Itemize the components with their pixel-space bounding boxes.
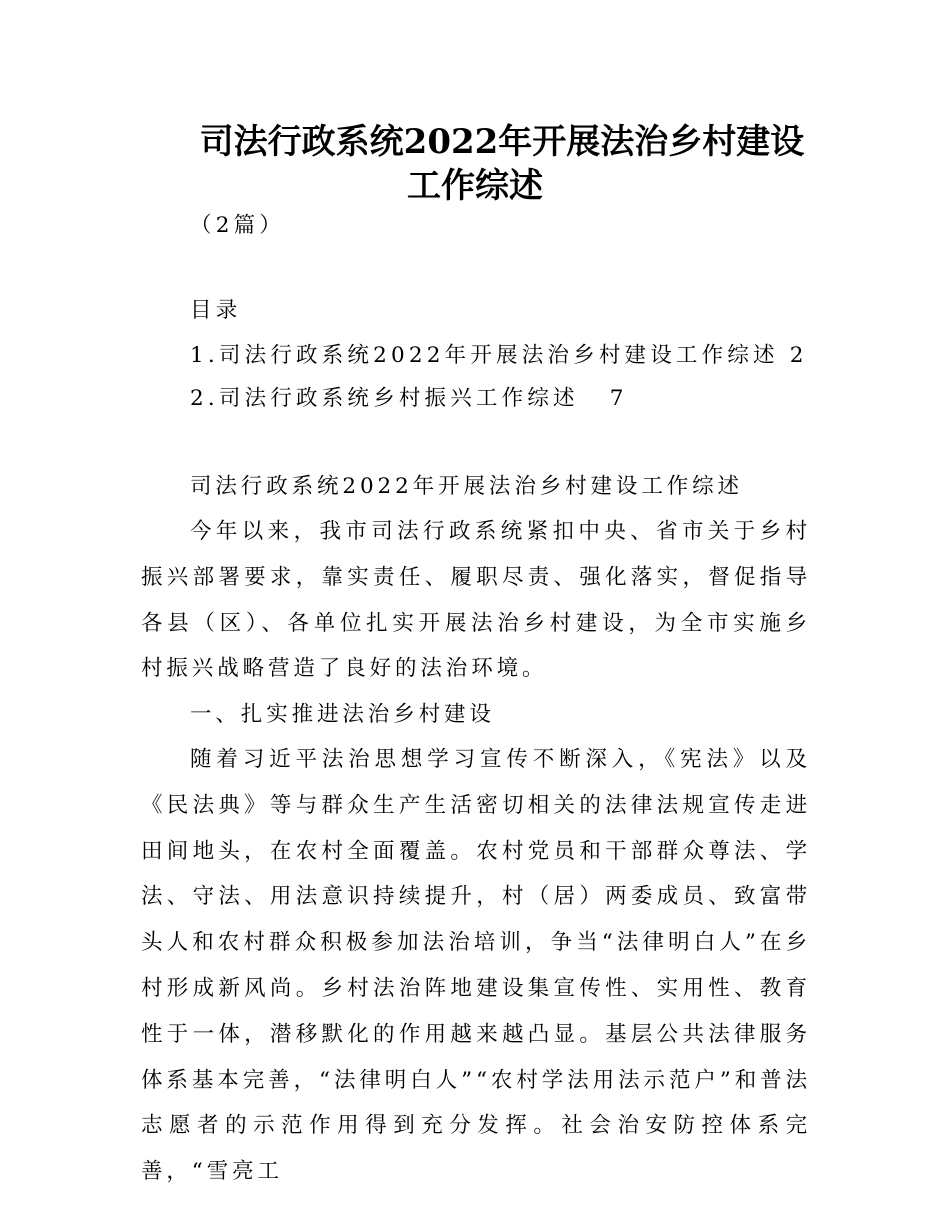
toc-item-1: [190, 341, 808, 371]
document-title-line-1: 司法行政系统2022年开展法治乡村建设: [199, 122, 805, 162]
document-title-line-2: 工作综述: [407, 166, 543, 206]
toc-item-page: 7: [609, 386, 628, 411]
article-heading: 司法行政系统2022年开展法治乡村建设工作综述: [190, 474, 743, 499]
document-subtitle: （2篇）: [190, 213, 285, 238]
toc-heading: 目录: [190, 298, 242, 323]
article-paragraph-1: 今年以来，我市司法行政系统紧扣中央、省市关于乡村振兴部署要求，靠实责任、履职尽责、强化落实，督促指导各县（区）、各单位扎实开展法治乡村建设，为全市实施乡村振兴战略营造了良好的法治环境。: [141, 519, 811, 682]
section-heading-1: 一、扎实推进法治乡村建设: [190, 702, 495, 727]
toc-item-label: 2.司法行政系统乡村振兴工作综述: [190, 386, 579, 411]
toc-item-label: 1.司法行政系统2022年开展法治乡村建设工作综述: [190, 343, 779, 368]
toc-item-page: 2: [789, 343, 808, 368]
toc-item-2: [190, 384, 628, 414]
article-paragraph-2: 随着习近平法治思想学习宣传不断深入，《宪法》以及《民法典》等与群众生产生活密切相关的法律法规宣传走进田间地头，在农村全面覆盖。农村党员和干部群众尊法、学法、守法、用法意识持续提升，村（居）两委成员、致富带头人和农村群众积极参加法治培训，争当“法律明白人”在乡村形成新风尚。乡村法治阵地建设集宣传性、实用性、教育性于一体，潜移默化的作用越来越凸显。基层公共法律服务体系基本完善，“法律明白人”“农村学法用法示范户”和普法志愿者的示范作用得到充分发挥。社会治安防控体系完善，“雪亮工: [141, 747, 811, 1185]
